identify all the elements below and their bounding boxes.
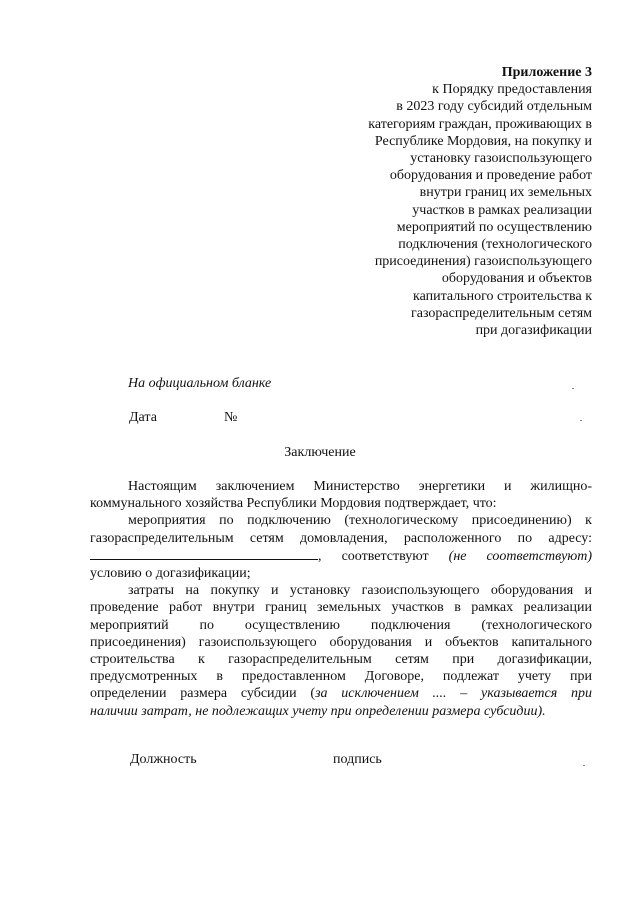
signature-row xyxy=(130,752,382,768)
paragraph-line: Настоящим заключением Министерство энергетики и жилищно- xyxy=(128,479,592,494)
complies-text: соответствуют xyxy=(341,548,429,564)
paragraph-line: присоединения) газоиспользующего оборудования и объектов капитального xyxy=(90,634,592,650)
appendix-line: оборудования и проведение работ xyxy=(389,168,592,184)
appendix-line: присоединения) газоиспользующего xyxy=(374,254,592,270)
paragraph-line: мероприятия по подключению (технологическому присоединению) к xyxy=(128,513,592,529)
paragraph-line xyxy=(90,685,592,702)
appendix-line: участков в рамках реализации xyxy=(412,202,592,218)
appendix-title: Приложение 3 xyxy=(501,65,592,80)
not-complies-text: (не соответствуют) xyxy=(448,548,593,564)
appendix-line: оборудования и объектов xyxy=(441,271,592,287)
appendix-line: внутри границ их земельных xyxy=(419,185,592,201)
document-heading: Заключение xyxy=(284,445,356,460)
appendix-line: подключения (технологического xyxy=(398,237,592,253)
paragraph-line: мероприятий по осуществлению подключения (технологического xyxy=(90,617,592,633)
paragraph-line: коммунального хозяйства Республики Мордовия подтверждает, что: xyxy=(90,496,497,512)
scan-speck xyxy=(583,765,585,766)
conclusion-body xyxy=(90,478,592,720)
paragraph-line: предусмотренных в предоставленном Договоре, подлежат учету при xyxy=(90,669,592,685)
appendix-line: Республике Мордовия, на покупку и xyxy=(374,133,592,149)
position-label: Должность xyxy=(130,752,197,767)
address-blank xyxy=(90,547,318,560)
scan-speck xyxy=(580,420,582,421)
paragraph-line: проведение работ внутри границ земельных участков в рамках реализации xyxy=(90,600,592,616)
date-label: Дата xyxy=(129,410,157,425)
address-line xyxy=(90,547,592,565)
appendix-line: капитального строительства к xyxy=(413,288,592,304)
official-blank-note: На официальном бланке xyxy=(128,376,272,391)
paragraph-line: условию о догазификации; xyxy=(90,566,251,582)
appendix-line: категориям граждан, проживающих в xyxy=(368,116,592,132)
comma: , xyxy=(318,548,322,564)
exception-note-cont: наличии затрат, не подлежащих учету при определении размера субсидии). xyxy=(90,703,546,719)
signature-label: подпись xyxy=(333,752,382,767)
exception-note: за исключением .... – указывается при xyxy=(315,686,593,702)
appendix-line: газораспределительным сетям xyxy=(411,305,592,321)
paragraph-line: затраты на покупку и установку газоиспользующего оборудования и xyxy=(128,583,592,599)
appendix-line: установку газоиспользующего xyxy=(410,151,592,167)
scan-speck xyxy=(572,388,574,389)
paragraph-line: газораспределительным сетям домовладения, расположенного по адресу: xyxy=(90,530,592,546)
appendix-line: в 2023 году субсидий отдельным xyxy=(396,99,592,115)
paragraph-line: строительства к газораспределительным сетям при догазификации, xyxy=(90,652,592,668)
appendix-header xyxy=(322,64,592,339)
date-number-row xyxy=(129,410,238,426)
subsidy-text: определении размера субсидии ( xyxy=(90,686,316,702)
number-label: № xyxy=(224,410,238,425)
appendix-line: к Порядку предоставления xyxy=(432,82,592,98)
appendix-line: мероприятий по осуществлению xyxy=(396,219,592,235)
appendix-line: при догазификации xyxy=(475,323,592,339)
